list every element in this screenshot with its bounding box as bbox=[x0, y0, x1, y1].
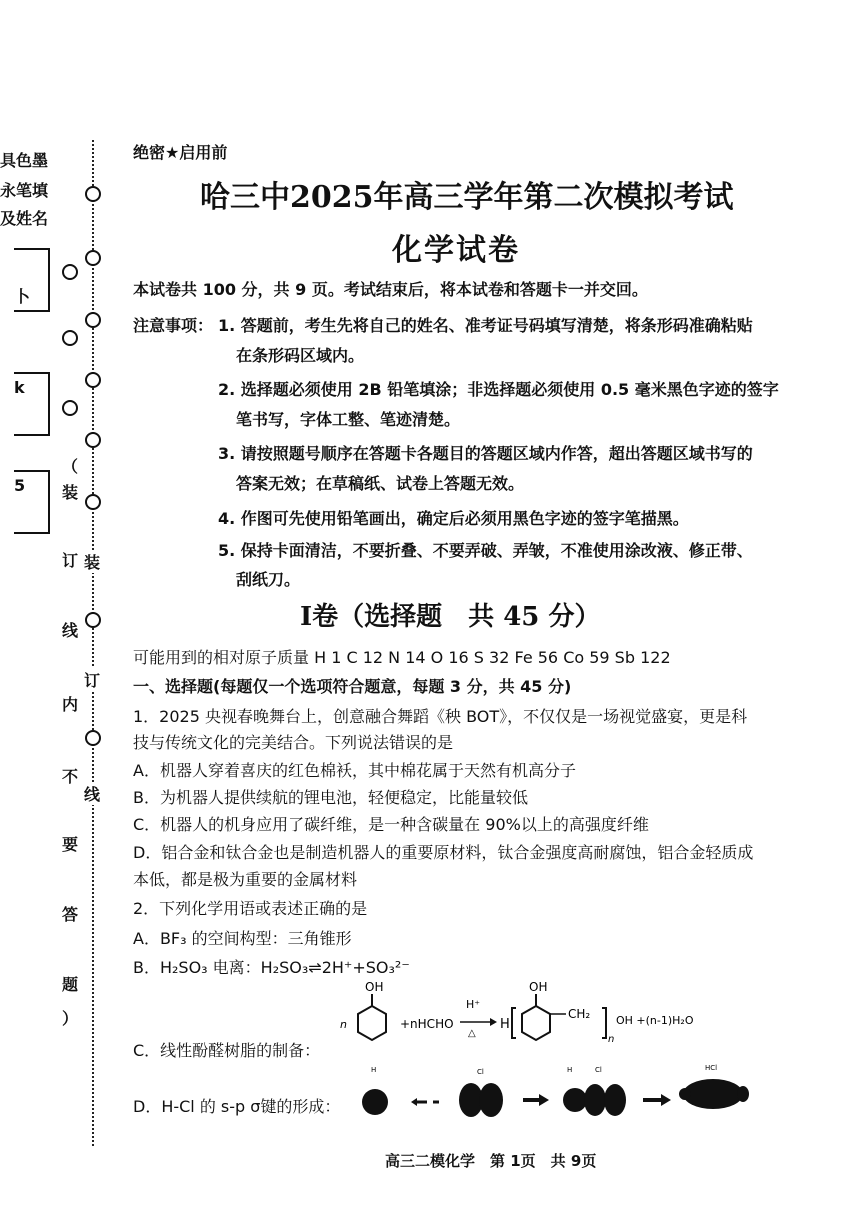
sigma-bond-orbital bbox=[683, 1079, 743, 1109]
q2-option-a: A．BF₃ 的空间构型：三角锥形 bbox=[133, 929, 352, 948]
binding-char: 订 bbox=[62, 551, 79, 570]
binding-hole bbox=[62, 400, 78, 416]
orbital-label: Cl bbox=[595, 1066, 602, 1074]
q1-option-a: A．机器人穿着喜庆的红色棉袄，其中棉花属于天然有机高分子 bbox=[133, 761, 576, 780]
orbital-label: H bbox=[567, 1066, 573, 1074]
binding-info-line: 及姓名 bbox=[0, 209, 49, 228]
q1-stem: 1．2025 央视春晚舞台上，创意融合舞蹈《秧 BOT》，不仅仅是一场视觉盛宴，更是科 bbox=[133, 707, 748, 726]
note-line: 刮纸刀。 bbox=[236, 570, 301, 589]
binding-char: ） bbox=[62, 1009, 79, 1028]
binding-hole bbox=[85, 312, 101, 328]
section-title: I卷（选择题 共 45 分） bbox=[300, 602, 601, 632]
exam-title: 哈三中2025年高三学年第二次模拟考试 bbox=[200, 180, 734, 215]
binding-hole bbox=[85, 494, 101, 510]
note-line: 2. 选择题必须使用 2B 铅笔填涂；非选择题必须使用 0.5 毫米黑色字迹的签字 bbox=[218, 380, 779, 399]
eq-h: H bbox=[500, 1017, 510, 1032]
binding-char: （ bbox=[62, 457, 79, 476]
eq-n-sub: n bbox=[608, 1034, 615, 1045]
atomic-masses: 可能用到的相对原子质量 H 1 C 12 N 14 O 16 S 32 Fe 56 Co 59 Sb 122 bbox=[133, 648, 671, 667]
binding-hole bbox=[85, 612, 101, 628]
exam-subtitle: 化学试卷 bbox=[392, 233, 520, 268]
binding-char: 内 bbox=[62, 695, 79, 714]
eq-tail: OH +(n-1)H₂O bbox=[616, 1014, 694, 1027]
binding-char: 订 bbox=[84, 668, 100, 691]
binding-hole bbox=[85, 250, 101, 266]
eq-oh-label: OH bbox=[529, 980, 548, 994]
eq-ch2: CH₂ bbox=[568, 1007, 591, 1021]
binding-hole bbox=[62, 330, 78, 346]
eq-n: n bbox=[340, 1018, 347, 1031]
binding-char: 线 bbox=[62, 621, 79, 640]
q2-option-b: B．H₂SO₃ 电离：H₂SO₃⇌2H⁺+SO₃²⁻ bbox=[133, 958, 410, 977]
note-line: 5. 保持卡面清洁，不要折叠、不要弄破、弄皱，不准使用涂改液、修正带、 bbox=[218, 541, 753, 560]
notes-label: 注意事项： bbox=[133, 316, 214, 335]
cl-p-orbital-lobe bbox=[584, 1084, 606, 1116]
binding-info-line: 具色墨 bbox=[0, 151, 49, 170]
reaction-arrow bbox=[523, 1094, 549, 1106]
binding-box-label: k bbox=[14, 378, 25, 397]
note-line: 答案无效；在草稿纸、试卷上答题无效。 bbox=[236, 474, 525, 493]
binding-hole bbox=[85, 372, 101, 388]
reaction-arrow bbox=[643, 1094, 671, 1106]
note-line: 4. 作图可先使用铅笔画出，确定后必须用黑色字迹的签字笔描黑。 bbox=[218, 509, 689, 528]
binding-info-line: 永笔填 bbox=[0, 181, 49, 200]
cl-p-orbital-lobe bbox=[604, 1084, 626, 1116]
orbital-label: HCl bbox=[705, 1064, 718, 1072]
approach-arrow bbox=[411, 1098, 439, 1106]
binding-hole bbox=[62, 264, 78, 280]
page-footer: 高三二模化学 第 1页 共 9页 bbox=[385, 1152, 597, 1170]
note-line: 3. 请按照题号顺序在答题卡各题目的答题区域内作答，超出答题区域书写的 bbox=[218, 444, 753, 463]
part-title: 一、选择题(每题仅一个选项符合题意，每题 3 分，共 45 分) bbox=[133, 677, 572, 696]
q2-option-c: C．线性酚醛树脂的制备： bbox=[133, 1041, 321, 1060]
binding-char: 答 bbox=[62, 905, 79, 924]
binding-dotted-line bbox=[92, 140, 94, 1146]
secret-label: 绝密★启用前 bbox=[133, 143, 228, 162]
binding-char: 要 bbox=[62, 835, 79, 854]
binding-box-label: 5 bbox=[14, 476, 26, 495]
binding-box-label: 卜 bbox=[14, 287, 31, 306]
binding-char: 装 bbox=[62, 483, 79, 502]
orbital-label: H bbox=[371, 1066, 377, 1074]
q2-option-d: D．H-Cl 的 s-p σ键的形成： bbox=[133, 1097, 341, 1116]
cl-p-orbital-lobe bbox=[479, 1083, 503, 1117]
phenol-resin-equation bbox=[340, 978, 710, 1060]
q1-option-d: 本低，都是极为重要的金属材料 bbox=[133, 870, 358, 889]
binding-char: 题 bbox=[62, 975, 79, 994]
q1-stem: 技与传统文化的完美结合。下列说法错误的是 bbox=[133, 733, 454, 752]
orbital-overlap-diagram bbox=[355, 1064, 755, 1122]
eq-catalyst: H⁺ bbox=[466, 998, 481, 1011]
binding-hole bbox=[85, 730, 101, 746]
q2-stem: 2．下列化学用语或表述正确的是 bbox=[133, 899, 368, 918]
intro-text: 本试卷共 100 分，共 9 页。考试结束后，将本试卷和答题卡一并交回。 bbox=[133, 280, 648, 299]
orbital-label: Cl bbox=[477, 1068, 484, 1076]
q1-option-c: C．机器人的机身应用了碳纤维，是一种含碳量在 90%以上的高强度纤维 bbox=[133, 815, 649, 834]
binding-char: 不 bbox=[62, 767, 79, 786]
q1-option-d: D．铝合金和钛合金也是制造机器人的重要原材料，钛合金强度高耐腐蚀，铝合金轻质成 bbox=[133, 843, 754, 862]
binding-hole bbox=[85, 432, 101, 448]
q1-option-b: B．为机器人提供续航的锂电池，轻便稳定，比能量较低 bbox=[133, 788, 528, 807]
note-line: 笔书写，字体工整、笔迹清楚。 bbox=[236, 410, 461, 429]
binding-hole bbox=[85, 186, 101, 202]
binding-char: 线 bbox=[84, 782, 100, 805]
eq-heat: △ bbox=[468, 1028, 476, 1039]
note-line: 1. 答题前，考生先将自己的姓名、准考证号码填写清楚，将条形码准确粘贴 bbox=[218, 316, 753, 335]
binding-char: 装 bbox=[84, 550, 100, 573]
h-s-orbital bbox=[563, 1088, 587, 1112]
eq-hcho: +nHCHO bbox=[400, 1017, 454, 1031]
note-line: 在条形码区域内。 bbox=[236, 346, 365, 365]
h-s-orbital bbox=[362, 1089, 388, 1115]
eq-oh-label: OH bbox=[365, 980, 384, 994]
